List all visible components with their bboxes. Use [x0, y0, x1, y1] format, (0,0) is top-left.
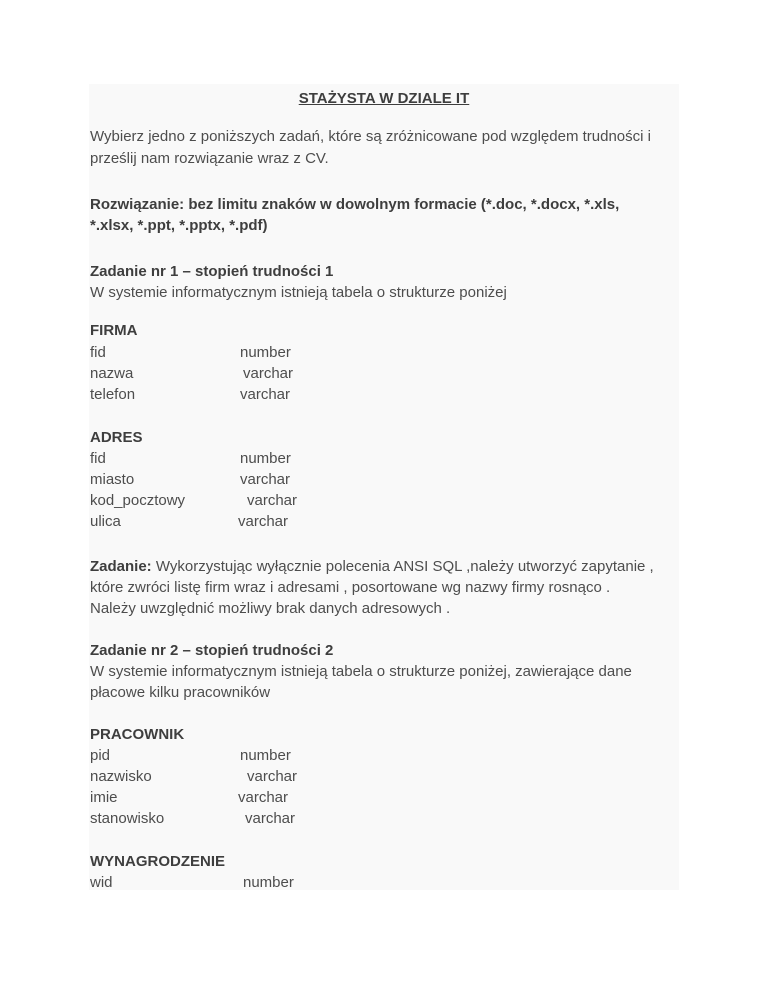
field-name: telefon — [90, 386, 136, 403]
field-name: kod_pocztowy — [90, 492, 186, 509]
field-type: varchar — [240, 471, 291, 488]
task1-statement-line-1 — [90, 556, 654, 577]
table-adres-name: ADRES — [90, 429, 143, 446]
field-type: varchar — [238, 513, 289, 530]
document-title: STAŻYSTA W DZIALE IT — [298, 90, 470, 107]
task1-statement-line-3: Należy uwzględnić możliwy brak danych adresowych . — [90, 600, 451, 617]
field-name: nazwa — [90, 365, 134, 382]
field-name: fid — [90, 450, 106, 467]
field-name: pid — [90, 747, 111, 764]
table-firma-name: FIRMA — [90, 322, 138, 339]
field-type: varchar — [245, 810, 296, 827]
task2-description-line-1: W systemie informatycznym istnieją tabela o strukturze poniżej, zawierające dane — [90, 663, 632, 680]
field-type: varchar — [243, 365, 294, 382]
table-pracownik-name: PRACOWNIK — [90, 726, 185, 743]
field-type: varchar — [247, 492, 298, 509]
task1-heading: Zadanie nr 1 – stopień trudności 1 — [90, 263, 334, 280]
field-name: nazwisko — [90, 768, 152, 785]
task2-heading: Zadanie nr 2 – stopień trudności 2 — [90, 642, 334, 659]
table-wynagrodzenie-name: WYNAGRODZENIE — [90, 853, 225, 870]
field-type: number — [240, 747, 291, 764]
field-type: number — [240, 450, 291, 467]
field-name: ulica — [90, 513, 121, 530]
task1-statement-line-2: które zwróci listę firm wraz i adresami , posortowane wg nazwy firmy rosnąco . — [90, 579, 611, 596]
field-name: miasto — [90, 471, 135, 488]
field-name: fid — [90, 344, 106, 361]
solution-line-2: *.xlsx, *.ppt, *.pptx, *.pdf) — [90, 217, 268, 234]
field-type: varchar — [238, 789, 289, 806]
field-type: number — [240, 344, 291, 361]
solution-line-1: Rozwiązanie: bez limitu znaków w dowolnym formacie (*.doc, *.docx, *.xls, — [90, 196, 620, 213]
field-name: imie — [90, 789, 118, 806]
field-name: stanowisko — [90, 810, 165, 827]
field-type: number — [243, 874, 294, 891]
intro-line-1: Wybierz jedno z poniższych zadań, które są zróżnicowane pod względem trudności i — [90, 128, 651, 145]
task1-description: W systemie informatycznym istnieją tabela o strukturze poniżej — [90, 284, 507, 301]
task2-description-line-2: płacowe kilku pracowników — [90, 684, 271, 701]
intro-line-2: prześlij nam rozwiązanie wraz z CV. — [90, 150, 329, 167]
task-label: Zadanie: — [90, 558, 152, 575]
field-name: wid — [90, 874, 113, 891]
field-type: varchar — [240, 386, 291, 403]
field-type: varchar — [247, 768, 298, 785]
task1-statement-text: Wykorzystując wyłącznie polecenia ANSI SQL ,należy utworzyć zapytanie , — [151, 558, 654, 575]
